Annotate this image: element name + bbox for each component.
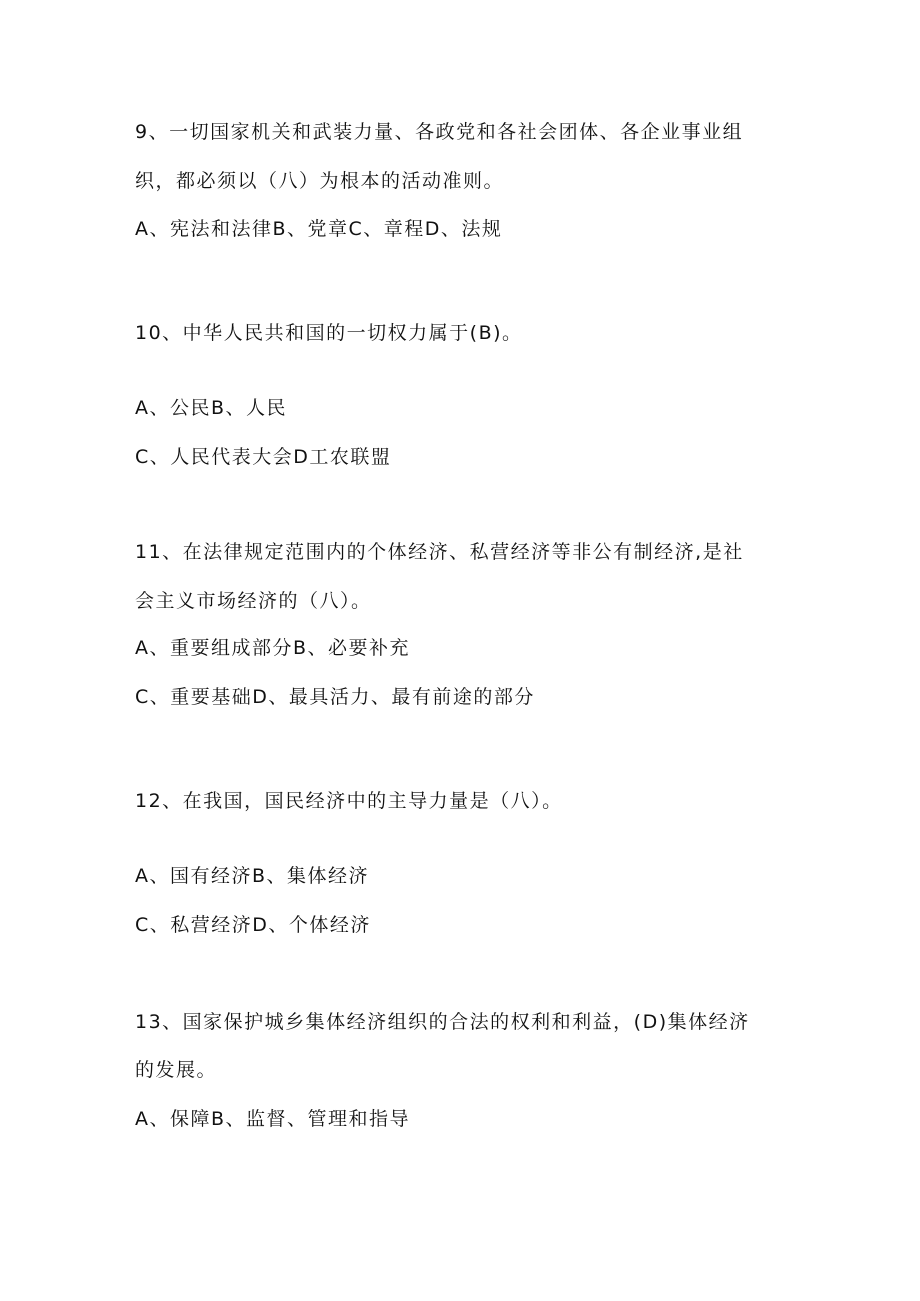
- question-11-line-2: 会主义市场经济的（八）。: [135, 590, 372, 612]
- question-12-option-line-2: C、私营经济D、个体经济: [135, 914, 371, 936]
- question-11-option-line-1: A、重要组成部分B、必要补充: [135, 637, 411, 659]
- question-12-line-1: 12、在我国，国民经济中的主导力量是（八）。: [135, 790, 563, 812]
- question-12-option-line-1: A、国有经济B、集体经济: [135, 865, 370, 887]
- question-9-option-line-1: A、宪法和法律B、党章C、章程D、法规: [135, 218, 503, 240]
- question-9-line-2: 织，都必须以（八）为根本的活动准则。: [135, 170, 505, 192]
- question-11-option-line-2: C、重要基础D、最具活力、最有前途的部分: [135, 686, 535, 708]
- question-9-line-1: 9、一切国家机关和武装力量、各政党和各社会团体、各企业事业组: [135, 121, 744, 143]
- question-10-line-1: 10、中华人民共和国的一切权力属于(B)。: [135, 322, 523, 344]
- question-10-option-line-1: A、公民B、人民: [135, 397, 288, 419]
- question-13-line-1: 13、国家保护城乡集体经济组织的合法的权利和利益，(D)集体经济: [135, 1011, 750, 1033]
- question-13-line-2: 的发展。: [135, 1059, 218, 1081]
- question-10-option-line-2: C、人民代表大会D工农联盟: [135, 446, 392, 468]
- question-11-line-1: 11、在法律规定范围内的个体经济、私营经济等非公有制经济,是社: [135, 541, 744, 563]
- question-13-option-line-1: A、保障B、监督、管理和指导: [135, 1108, 411, 1130]
